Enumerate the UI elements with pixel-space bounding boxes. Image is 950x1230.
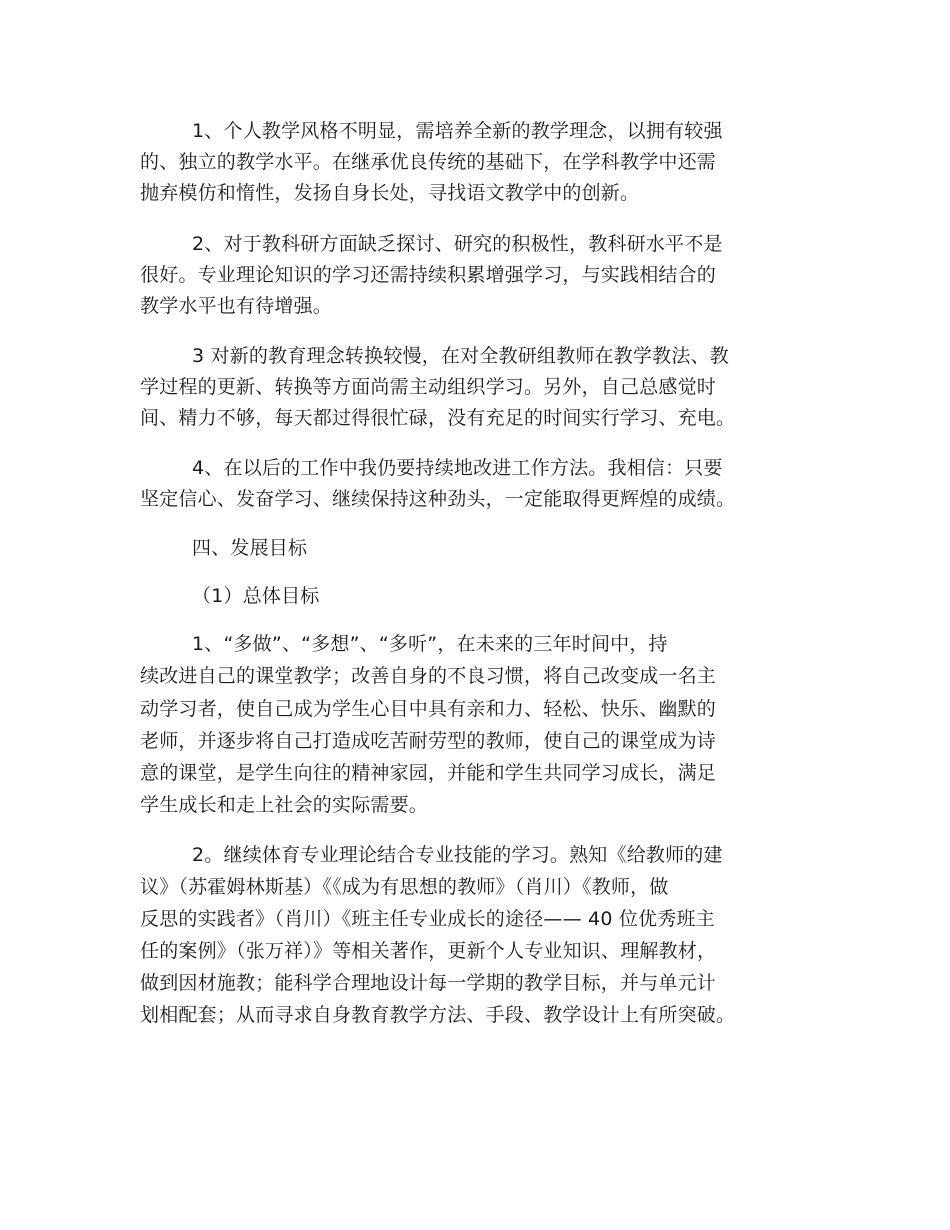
paragraph-3-line-1: 3 对新的教育理念转换较慢，在对全教研组教师在教学教法、教 xyxy=(192,345,729,367)
section-heading: 四、发展目标 xyxy=(192,537,308,559)
paragraph-6-line-1: 2。继续体育专业理论结合专业技能的学习。熟知《给教师的建 xyxy=(192,844,723,866)
paragraph-4-line-1: 4、在以后的工作中我仍要持续地改进工作方法。我相信：只要 xyxy=(192,457,723,479)
paragraph-1-line-2: 的、独立的教学水平。在继承优良传统的基础下，在学科教学中还需 xyxy=(140,151,717,173)
paragraph-2-line-2: 很好。专业理论知识的学习还需持续积累增强学习，与实践相结合的 xyxy=(140,264,717,286)
paragraph-6-line-5: 做到因材施教；能科学合理地设计每一学期的教学目标，并与单元计 xyxy=(140,972,717,994)
paragraph-6-line-2: 议》（苏霍姆林斯基）《《成为有思想的教师》（肖川）《教师，做 xyxy=(140,876,669,898)
paragraph-1-line-3: 抛弃模仿和惰性，发扬自身长处，寻找语文教学中的创新。 xyxy=(140,182,640,204)
subsection-heading: （1）总体目标 xyxy=(192,585,320,607)
paragraph-6-line-3: 反思的实践者》（肖川）《班主任专业成长的途径—— 40 位优秀班主 xyxy=(140,908,715,930)
paragraph-5-line-6: 学生成长和走上社会的实际需要。 xyxy=(140,794,429,816)
paragraph-2-line-1: 2、对于教科研方面缺乏探讨、研究的积极性，教科研水平不是 xyxy=(192,233,723,255)
paragraph-5-line-5: 意的课堂，是学生向往的精神家园，并能和学生共同学习成长，满足 xyxy=(140,762,717,784)
paragraph-4-line-2: 坚定信心、发奋学习、继续保持这种劲头，一定能取得更辉煌的成绩。 xyxy=(140,488,736,510)
paragraph-3-line-2: 学过程的更新、转换等方面尚需主动组织学习。另外，自己总感觉时 xyxy=(140,376,717,398)
paragraph-2-line-3: 教学水平也有待增强。 xyxy=(140,295,333,317)
paragraph-1-line-1: 1、个人教学风格不明显，需培养全新的教学理念，以拥有较强 xyxy=(192,120,723,142)
paragraph-5-line-4: 老师，并逐步将自己打造成吃苦耐劳型的教师，使自己的课堂成为诗 xyxy=(140,730,717,752)
paragraph-5-line-2: 续改进自己的课堂教学；改善自身的不良习惯，将自己改变成一名主 xyxy=(140,665,717,687)
paragraph-6-line-4: 任的案例》（张万祥）》等相关著作，更新个人专业知识、理解教材， xyxy=(140,940,717,962)
paragraph-5-line-1: 1、“多做”、“多想”、“多听”，在未来的三年时间中，持 xyxy=(192,633,668,655)
paragraph-5-line-3: 动学习者，使自己成为学生心目中具有亲和力、轻松、快乐、幽默的 xyxy=(140,698,717,720)
paragraph-6-line-6: 划相配套；从而寻求自身教育教学方法、手段、教学设计上有所突破。 xyxy=(140,1004,736,1026)
paragraph-3-line-3: 间、精力不够，每天都过得很忙碌，没有充足的时间实行学习、充电。 xyxy=(140,407,736,429)
